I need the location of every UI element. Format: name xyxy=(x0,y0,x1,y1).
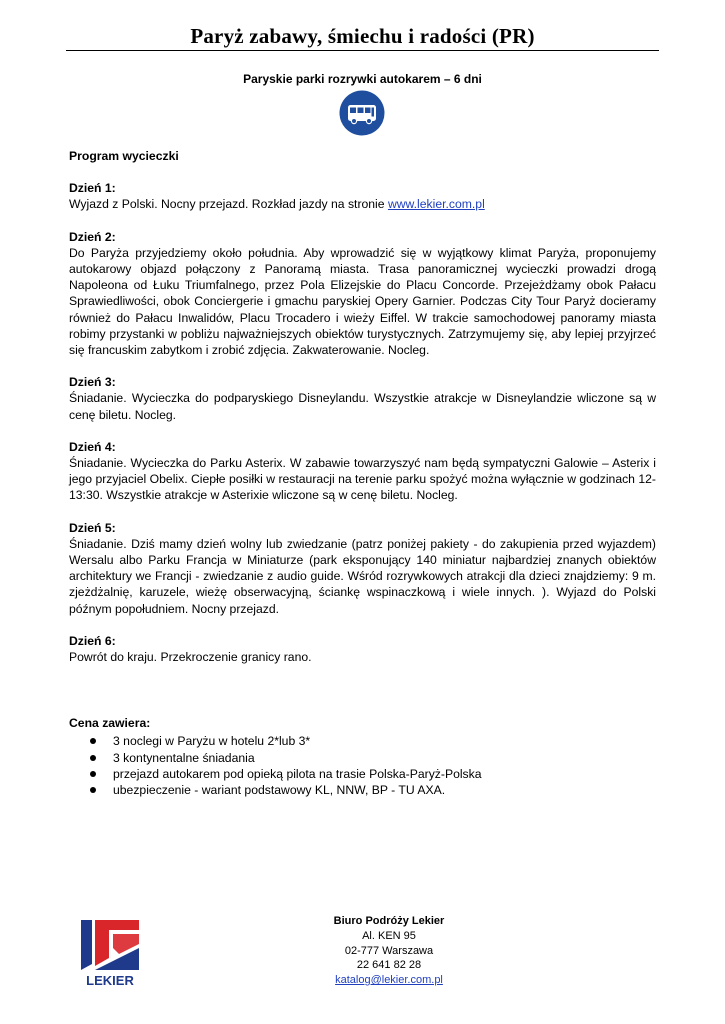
list-item: ubezpieczenie - wariant podstawowy KL, NNW, BP - TU AXA. xyxy=(113,782,656,798)
list-item: 3 kontynentalne śniadania xyxy=(113,750,656,766)
day-title: Dzień 2: xyxy=(69,229,116,244)
footer-contact xyxy=(289,914,489,988)
day-title: Dzień 1: xyxy=(69,181,116,196)
logo-text: LEKIER xyxy=(86,973,134,988)
program-heading: Program wycieczki xyxy=(69,149,179,163)
day-text: Śniadanie. Dziś mamy dzień wolny lub zwiedzanie (patrz poniżej pakiety - do zakupienia przed wyjazdem) Wersalu albo Parku Francja w Miniaturze (park eksponujący 140 miniatur najbardziej znanych obiektów architektury we Francji - zwiedzanie z audio guide. Wśród rozrywkowych atrakcji dla dzieci znajdziemy: 9 m. zjeżdżalnię, karuzele, wieżę obserwacyjną, ściankę wspinaczkową i wiele innych. ). Wyjazd do Polski późnym popołudniem. Nocny przejazd. xyxy=(69,536,656,616)
page-title: Paryż zabawy, śmiechu i radości (PR) xyxy=(190,24,535,48)
email-link[interactable]: katalog@lekier.com.pl xyxy=(335,974,443,987)
day-text: Śniadanie. Wycieczka do podparyskiego Disneylandu. Wszystkie atrakcje w Disneylandzie wliczone są w cenę biletu. Nocleg. xyxy=(69,391,656,422)
day-title: Dzień 4: xyxy=(69,439,116,454)
day-section xyxy=(69,439,656,504)
day-section xyxy=(69,180,656,212)
price-includes-list xyxy=(69,733,656,798)
title-divider xyxy=(66,50,659,51)
lekier-logo xyxy=(79,918,141,988)
company-city: 02-777 Warszawa xyxy=(344,944,434,957)
price-heading: Cena zawiera: xyxy=(69,716,151,731)
company-phone: 22 641 82 28 xyxy=(356,959,422,972)
days-list xyxy=(69,180,656,665)
day-title: Dzień 3: xyxy=(69,375,116,390)
day-section xyxy=(69,229,656,359)
day-text xyxy=(69,196,656,212)
day-text: Powrót do kraju. Przekroczenie granicy rano. xyxy=(69,650,312,665)
day-title: Dzień 5: xyxy=(69,520,116,535)
day-title: Dzień 6: xyxy=(69,633,116,648)
page-subtitle: Paryskie parki rozrywki autokarem – 6 dni xyxy=(243,72,482,86)
list-item: 3 noclegi w Paryżu w hotelu 2*lub 3* xyxy=(113,733,656,749)
day-section xyxy=(69,633,656,665)
company-name: Biuro Podróży Lekier xyxy=(333,915,445,927)
day-text-content: Wyjazd z Polski. Nocny przejazd. Rozkład jazdy na stronie xyxy=(69,197,388,212)
day-section xyxy=(69,520,656,617)
website-link[interactable]: www.lekier.com.pl xyxy=(387,197,485,212)
day-text: Śniadanie. Wycieczka do Parku Asterix. W zabawie towarzyszyć nam będą sympatyczni Galowie – Asterix i jego przyjaciel Obelix. Ciepłe posiłki w restauracji na terenie parku spożyć można wyłącznie w godzinach 12-13:30. Wszystkie atrakcje w Asterixie wliczone są w cenę biletu. Nocleg. xyxy=(69,456,656,503)
document-body xyxy=(69,148,656,798)
bus-icon xyxy=(339,90,385,136)
company-street: Al. KEN 95 xyxy=(362,929,416,942)
list-item: przejazd autokarem pod opieką pilota na trasie Polska-Paryż-Polska xyxy=(113,766,656,782)
day-section xyxy=(69,374,656,423)
price-includes-section xyxy=(69,715,656,798)
day-text: Do Paryża przyjedziemy około południa. Aby wprowadzić się w wyjątkowy klimat Paryża, proponujemy autokarowy objazd połączony z Panoramą miasta. Trasa panoramicznej wycieczki prowadzi drogą Napoleona od Łuku Triumfalnego, przez Pola Elizejskie do Placu Concorde. Przejeżdżamy obok Pałacu Sprawiedliwości, obok Conciergerie i gmachu paryskiej Opery Garnier. Podczas City Tour Paryż docieramy również do Pałacu Inwalidów, Placu Trocadero i wieży Eiffel. W trakcie samochodowej panoramy miasta robimy przystanki w pobliżu najważniejszych obiektów turystycznych. Zatrzymujemy się, aby lepiej przyjrzeć się francuskim zabytkom i zrobić zdjęcia. Zakwaterowanie. Nocleg. xyxy=(69,245,656,358)
